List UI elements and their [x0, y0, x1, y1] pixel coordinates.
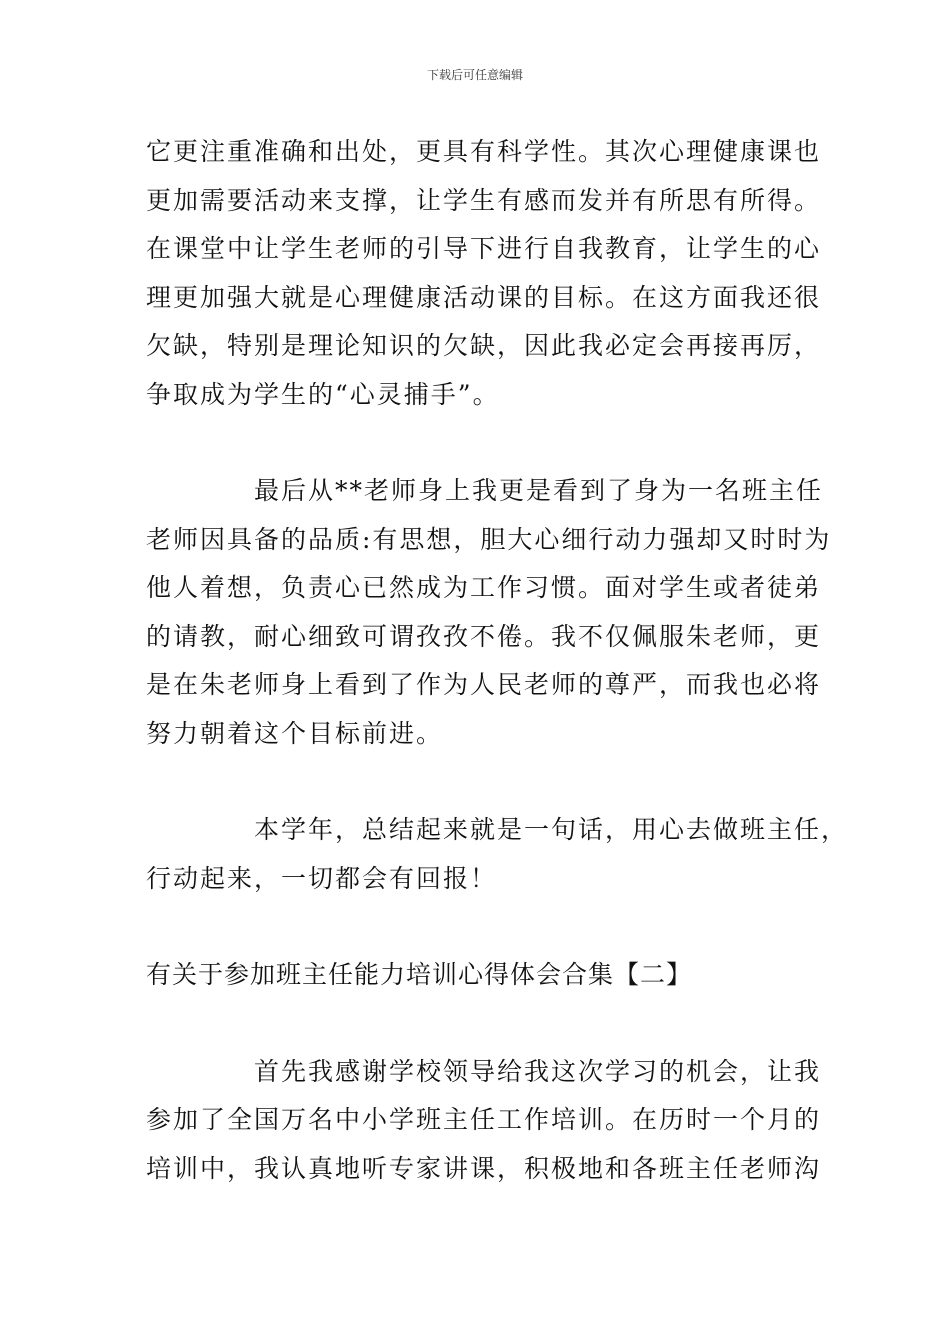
paragraph-line: 本学年，总结起来就是一句话，用心去做班主任，: [254, 815, 849, 844]
paragraph-line: 最后从**老师身上我更是看到了身为一名班主任: [254, 476, 824, 505]
paragraph-gap: [146, 419, 826, 467]
paragraph-line: 参加了全国万名中小学班主任工作培训。在历时一个月的: [146, 1105, 822, 1134]
paragraph-4: [146, 1048, 826, 1194]
paragraph-line: 老师因具备的品质:有思想，胆大心细行动力强却又时时为: [146, 524, 832, 554]
paragraph-line: 它更注重准确和出处，更具有科学性。其次心理健康课也: [146, 137, 822, 166]
paragraph-line: 的请教，耐心细致可谓孜孜不倦。我不仅佩服朱老师，更: [146, 621, 822, 651]
paragraph-gap: [146, 903, 826, 951]
document-body: [146, 128, 849, 1193]
paragraph-line: 更加需要活动来支撑，让学生有感而发并有所思有所得。: [146, 185, 822, 215]
paragraph-line: 努力朝着这个目标前进。: [146, 718, 444, 748]
paragraph-line: 是在朱老师身上看到了作为人民老师的尊严，而我也必将: [146, 670, 822, 699]
section-heading: 有关于参加班主任能力培训心得体会合集【二】: [146, 960, 693, 989]
paragraph-3: [146, 806, 849, 903]
paragraph-line: 在课堂中让学生老师的引导下进行自我教育，让学生的心: [146, 234, 822, 263]
paragraph-line: 行动起来，一切都会有回报！: [146, 863, 498, 893]
paragraph-1: [146, 128, 826, 419]
paragraph-line: 培训中，我认真地听专家讲课，积极地和各班主任老师沟: [146, 1153, 822, 1183]
paragraph-gap: [146, 758, 826, 806]
paragraph-line: 争取成为学生的“心灵捕手”。: [146, 379, 500, 409]
paragraph-line: 欠缺，特别是理论知识的欠缺，因此我必定会再接再厉，: [146, 331, 822, 360]
paragraph-gap: [146, 1000, 826, 1048]
paragraph-line: 首先我感谢学校领导给我这次学习的机会，让我: [254, 1056, 822, 1086]
paragraph-2: [146, 467, 832, 758]
paragraph-line: 理更加强大就是心理健康活动课的目标。在这方面我还很: [146, 282, 822, 312]
page-header: 下载后可任意编辑: [426, 68, 523, 82]
paragraph-line: 他人着想，负责心已然成为工作习惯。面对学生或者徒弟: [146, 573, 822, 602]
